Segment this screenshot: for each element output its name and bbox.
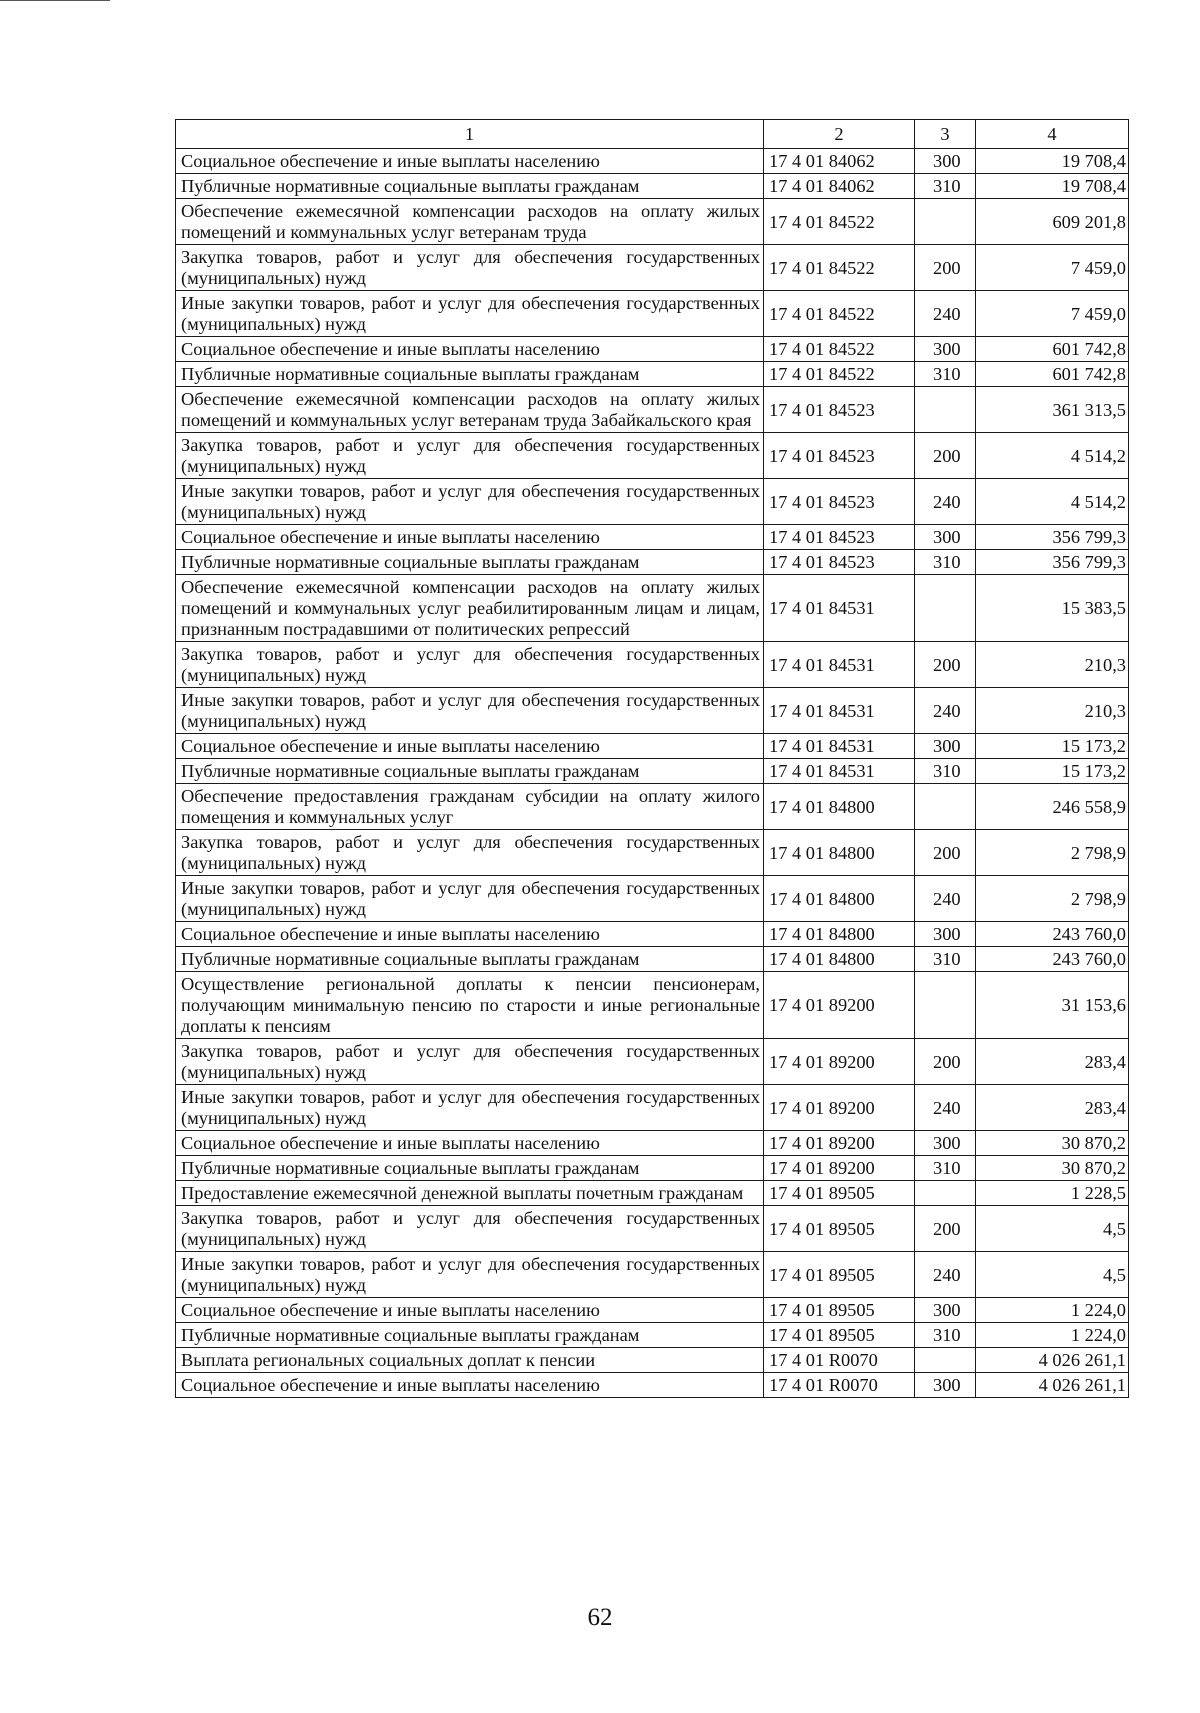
row-sum-cell: 4 514,2 bbox=[976, 433, 1129, 479]
row-sum-cell: 4,5 bbox=[976, 1206, 1129, 1252]
row-type-cell: 200 bbox=[915, 830, 976, 876]
row-code-cell: 17 4 01 89505 bbox=[764, 1181, 915, 1206]
row-sum-cell: 210,3 bbox=[976, 688, 1129, 734]
table-row bbox=[176, 1039, 1129, 1085]
row-type-cell: 240 bbox=[915, 876, 976, 922]
row-sum-cell: 4 026 261,1 bbox=[976, 1373, 1129, 1398]
row-sum-cell: 4 514,2 bbox=[976, 479, 1129, 525]
row-code-cell: 17 4 01 89505 bbox=[764, 1206, 915, 1252]
row-name-cell: Закупка товаров, работ и услуг для обеспечения государственных (муниципальных) нужд bbox=[176, 245, 764, 291]
row-type-cell bbox=[915, 199, 976, 245]
row-name-cell: Предоставление ежемесячной денежной выплаты почетным гражданам bbox=[176, 1181, 764, 1206]
table-row bbox=[176, 525, 1129, 550]
row-code-cell: 17 4 01 89505 bbox=[764, 1323, 915, 1348]
row-sum-cell: 243 760,0 bbox=[976, 947, 1129, 972]
row-sum-cell: 7 459,0 bbox=[976, 245, 1129, 291]
table-row bbox=[176, 337, 1129, 362]
row-code-cell: 17 4 01 89505 bbox=[764, 1252, 915, 1298]
table-row bbox=[176, 642, 1129, 688]
row-name-cell: Публичные нормативные социальные выплаты гражданам bbox=[176, 759, 764, 784]
row-type-cell bbox=[915, 1348, 976, 1373]
row-code-cell: 17 4 01 89200 bbox=[764, 1039, 915, 1085]
row-code-cell: 17 4 01 84531 bbox=[764, 759, 915, 784]
row-code-cell: 17 4 01 84523 bbox=[764, 433, 915, 479]
table-row bbox=[176, 149, 1129, 174]
row-name-cell: Публичные нормативные социальные выплаты гражданам bbox=[176, 174, 764, 199]
row-name-cell: Закупка товаров, работ и услуг для обеспечения государственных (муниципальных) нужд bbox=[176, 1206, 764, 1252]
table-row bbox=[176, 1373, 1129, 1398]
row-name-cell: Обеспечение ежемесячной компенсации расходов на оплату жилых помещений и коммунальных услуг реабилитированным лицам и лицам, признанным пострадавшими от политических репрессий bbox=[176, 575, 764, 642]
row-sum-cell: 2 798,9 bbox=[976, 876, 1129, 922]
row-code-cell: 17 4 01 84800 bbox=[764, 922, 915, 947]
row-code-cell: 17 4 01 84062 bbox=[764, 174, 915, 199]
row-sum-cell: 609 201,8 bbox=[976, 199, 1129, 245]
row-code-cell: 17 4 01 84522 bbox=[764, 291, 915, 337]
row-type-cell: 300 bbox=[915, 922, 976, 947]
row-name-cell: Осуществление региональной доплаты к пенсии пенсионерам, получающим минимальную пенсию по старости и иные региональные доплаты к пенсиям bbox=[176, 972, 764, 1039]
budget-table bbox=[175, 119, 1129, 1398]
table-row bbox=[176, 575, 1129, 642]
table-row bbox=[176, 784, 1129, 830]
row-type-cell bbox=[915, 972, 976, 1039]
row-type-cell: 300 bbox=[915, 1373, 976, 1398]
row-name-cell: Публичные нормативные социальные выплаты гражданам bbox=[176, 362, 764, 387]
row-type-cell bbox=[915, 575, 976, 642]
row-sum-cell: 19 708,4 bbox=[976, 149, 1129, 174]
row-code-cell: 17 4 01 R0070 bbox=[764, 1348, 915, 1373]
row-type-cell: 240 bbox=[915, 1085, 976, 1131]
row-sum-cell: 361 313,5 bbox=[976, 387, 1129, 433]
row-sum-cell: 1 224,0 bbox=[976, 1323, 1129, 1348]
row-code-cell: 17 4 01 89200 bbox=[764, 1156, 915, 1181]
row-name-cell: Закупка товаров, работ и услуг для обеспечения государственных (муниципальных) нужд bbox=[176, 830, 764, 876]
row-name-cell: Закупка товаров, работ и услуг для обеспечения государственных (муниципальных) нужд bbox=[176, 642, 764, 688]
row-code-cell: 17 4 01 84523 bbox=[764, 550, 915, 575]
row-name-cell: Социальное обеспечение и иные выплаты населению bbox=[176, 1373, 764, 1398]
row-name-cell: Обеспечение ежемесячной компенсации расходов на оплату жилых помещений и коммунальных услуг ветеранам труда bbox=[176, 199, 764, 245]
row-type-cell: 310 bbox=[915, 550, 976, 575]
table-row bbox=[176, 433, 1129, 479]
row-name-cell: Публичные нормативные социальные выплаты гражданам bbox=[176, 1323, 764, 1348]
row-type-cell: 300 bbox=[915, 1298, 976, 1323]
row-name-cell: Иные закупки товаров, работ и услуг для обеспечения государственных (муниципальных) нужд bbox=[176, 1085, 764, 1131]
table-header bbox=[176, 120, 1129, 149]
row-code-cell: 17 4 01 84531 bbox=[764, 575, 915, 642]
row-name-cell: Публичные нормативные социальные выплаты гражданам bbox=[176, 1156, 764, 1181]
table-row bbox=[176, 245, 1129, 291]
table-row bbox=[176, 1085, 1129, 1131]
row-type-cell: 240 bbox=[915, 479, 976, 525]
row-name-cell: Иные закупки товаров, работ и услуг для обеспечения государственных (муниципальных) нужд bbox=[176, 876, 764, 922]
row-type-cell: 200 bbox=[915, 433, 976, 479]
row-code-cell: 17 4 01 R0070 bbox=[764, 1373, 915, 1398]
row-type-cell: 310 bbox=[915, 174, 976, 199]
row-sum-cell: 19 708,4 bbox=[976, 174, 1129, 199]
row-type-cell: 200 bbox=[915, 245, 976, 291]
scan-edge-rule bbox=[0, 0, 110, 1]
table-row bbox=[176, 734, 1129, 759]
row-name-cell: Обеспечение ежемесячной компенсации расходов на оплату жилых помещений и коммунальных услуг ветеранам труда Забайкальского края bbox=[176, 387, 764, 433]
row-type-cell: 300 bbox=[915, 337, 976, 362]
row-type-cell: 310 bbox=[915, 759, 976, 784]
row-type-cell: 300 bbox=[915, 734, 976, 759]
row-sum-cell: 15 173,2 bbox=[976, 734, 1129, 759]
table-row bbox=[176, 759, 1129, 784]
table-row bbox=[176, 1348, 1129, 1373]
page-number: 62 bbox=[587, 1604, 613, 1631]
row-name-cell: Социальное обеспечение и иные выплаты населению bbox=[176, 734, 764, 759]
row-code-cell: 17 4 01 84522 bbox=[764, 362, 915, 387]
row-sum-cell: 283,4 bbox=[976, 1085, 1129, 1131]
row-type-cell: 200 bbox=[915, 642, 976, 688]
table-row bbox=[176, 550, 1129, 575]
row-type-cell: 240 bbox=[915, 291, 976, 337]
row-sum-cell: 30 870,2 bbox=[976, 1156, 1129, 1181]
row-code-cell: 17 4 01 84523 bbox=[764, 387, 915, 433]
row-name-cell: Иные закупки товаров, работ и услуг для обеспечения государственных (муниципальных) нужд bbox=[176, 291, 764, 337]
table-row bbox=[176, 1131, 1129, 1156]
row-name-cell: Социальное обеспечение и иные выплаты населению bbox=[176, 337, 764, 362]
table-row bbox=[176, 1298, 1129, 1323]
table-row bbox=[176, 876, 1129, 922]
table-row bbox=[176, 1156, 1129, 1181]
row-code-cell: 17 4 01 84800 bbox=[764, 830, 915, 876]
row-type-cell: 310 bbox=[915, 362, 976, 387]
row-name-cell: Социальное обеспечение и иные выплаты населению bbox=[176, 1298, 764, 1323]
row-sum-cell: 210,3 bbox=[976, 642, 1129, 688]
table-row bbox=[176, 387, 1129, 433]
row-sum-cell: 601 742,8 bbox=[976, 337, 1129, 362]
table-row bbox=[176, 199, 1129, 245]
row-name-cell: Социальное обеспечение и иные выплаты населению bbox=[176, 149, 764, 174]
row-code-cell: 17 4 01 89505 bbox=[764, 1298, 915, 1323]
row-code-cell: 17 4 01 84800 bbox=[764, 947, 915, 972]
table-row bbox=[176, 972, 1129, 1039]
row-sum-cell: 2 798,9 bbox=[976, 830, 1129, 876]
row-sum-cell: 7 459,0 bbox=[976, 291, 1129, 337]
row-code-cell: 17 4 01 84531 bbox=[764, 688, 915, 734]
row-type-cell: 240 bbox=[915, 1252, 976, 1298]
row-sum-cell: 4 026 261,1 bbox=[976, 1348, 1129, 1373]
header-col-1: 1 bbox=[176, 120, 764, 149]
row-code-cell: 17 4 01 89200 bbox=[764, 972, 915, 1039]
row-sum-cell: 356 799,3 bbox=[976, 550, 1129, 575]
row-sum-cell: 4,5 bbox=[976, 1252, 1129, 1298]
row-code-cell: 17 4 01 84800 bbox=[764, 876, 915, 922]
row-type-cell: 200 bbox=[915, 1206, 976, 1252]
table-row bbox=[176, 291, 1129, 337]
row-name-cell: Иные закупки товаров, работ и услуг для обеспечения государственных (муниципальных) нужд bbox=[176, 1252, 764, 1298]
row-code-cell: 17 4 01 84522 bbox=[764, 337, 915, 362]
table-row bbox=[176, 1252, 1129, 1298]
row-type-cell bbox=[915, 1181, 976, 1206]
row-sum-cell: 15 383,5 bbox=[976, 575, 1129, 642]
row-sum-cell: 31 153,6 bbox=[976, 972, 1129, 1039]
table-row bbox=[176, 174, 1129, 199]
row-code-cell: 17 4 01 84523 bbox=[764, 479, 915, 525]
row-sum-cell: 1 228,5 bbox=[976, 1181, 1129, 1206]
row-name-cell: Публичные нормативные социальные выплаты гражданам bbox=[176, 550, 764, 575]
row-type-cell: 240 bbox=[915, 688, 976, 734]
row-sum-cell: 30 870,2 bbox=[976, 1131, 1129, 1156]
header-col-2: 2 bbox=[764, 120, 915, 149]
row-sum-cell: 283,4 bbox=[976, 1039, 1129, 1085]
row-type-cell: 300 bbox=[915, 149, 976, 174]
row-type-cell bbox=[915, 387, 976, 433]
row-type-cell: 300 bbox=[915, 1131, 976, 1156]
row-code-cell: 17 4 01 84062 bbox=[764, 149, 915, 174]
table-row bbox=[176, 1323, 1129, 1348]
table-row bbox=[176, 479, 1129, 525]
row-type-cell: 310 bbox=[915, 1156, 976, 1181]
row-name-cell: Публичные нормативные социальные выплаты гражданам bbox=[176, 947, 764, 972]
table-row bbox=[176, 1206, 1129, 1252]
row-name-cell: Иные закупки товаров, работ и услуг для обеспечения государственных (муниципальных) нужд bbox=[176, 479, 764, 525]
row-code-cell: 17 4 01 84522 bbox=[764, 199, 915, 245]
row-code-cell: 17 4 01 84523 bbox=[764, 525, 915, 550]
row-sum-cell: 1 224,0 bbox=[976, 1298, 1129, 1323]
row-type-cell: 200 bbox=[915, 1039, 976, 1085]
row-name-cell: Обеспечение предоставления гражданам субсидии на оплату жилого помещения и коммунальных услуг bbox=[176, 784, 764, 830]
header-row bbox=[176, 120, 1129, 149]
row-type-cell bbox=[915, 784, 976, 830]
row-name-cell: Закупка товаров, работ и услуг для обеспечения государственных (муниципальных) нужд bbox=[176, 433, 764, 479]
table-row bbox=[176, 1181, 1129, 1206]
row-type-cell: 310 bbox=[915, 1323, 976, 1348]
row-code-cell: 17 4 01 84531 bbox=[764, 642, 915, 688]
row-code-cell: 17 4 01 84531 bbox=[764, 734, 915, 759]
row-code-cell: 17 4 01 84522 bbox=[764, 245, 915, 291]
row-type-cell: 300 bbox=[915, 525, 976, 550]
header-col-3: 3 bbox=[915, 120, 976, 149]
row-sum-cell: 601 742,8 bbox=[976, 362, 1129, 387]
row-sum-cell: 243 760,0 bbox=[976, 922, 1129, 947]
row-name-cell: Выплата региональных социальных доплат к пенсии bbox=[176, 1348, 764, 1373]
row-code-cell: 17 4 01 89200 bbox=[764, 1085, 915, 1131]
row-name-cell: Социальное обеспечение и иные выплаты населению bbox=[176, 1131, 764, 1156]
table-row bbox=[176, 830, 1129, 876]
header-col-4: 4 bbox=[976, 120, 1129, 149]
row-name-cell: Социальное обеспечение и иные выплаты населению bbox=[176, 525, 764, 550]
row-code-cell: 17 4 01 89200 bbox=[764, 1131, 915, 1156]
row-type-cell: 310 bbox=[915, 947, 976, 972]
table-row bbox=[176, 362, 1129, 387]
row-sum-cell: 356 799,3 bbox=[976, 525, 1129, 550]
table-row bbox=[176, 947, 1129, 972]
row-name-cell: Социальное обеспечение и иные выплаты населению bbox=[176, 922, 764, 947]
row-code-cell: 17 4 01 84800 bbox=[764, 784, 915, 830]
row-sum-cell: 15 173,2 bbox=[976, 759, 1129, 784]
table-row bbox=[176, 922, 1129, 947]
table-body bbox=[176, 149, 1129, 1398]
row-name-cell: Закупка товаров, работ и услуг для обеспечения государственных (муниципальных) нужд bbox=[176, 1039, 764, 1085]
row-sum-cell: 246 558,9 bbox=[976, 784, 1129, 830]
table-row bbox=[176, 688, 1129, 734]
row-name-cell: Иные закупки товаров, работ и услуг для обеспечения государственных (муниципальных) нужд bbox=[176, 688, 764, 734]
